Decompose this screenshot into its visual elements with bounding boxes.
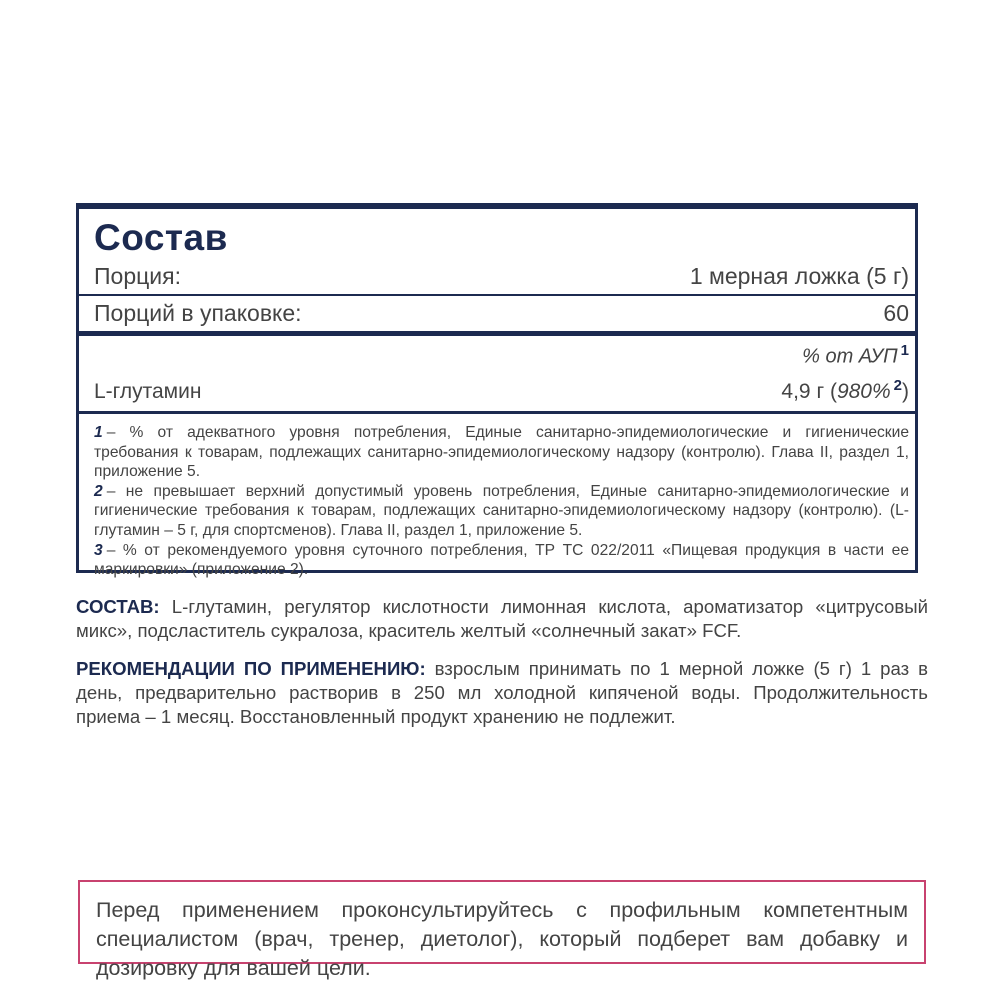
aup-header-sup: 1 bbox=[900, 342, 909, 359]
recommendations-text bbox=[76, 657, 928, 729]
footnotes bbox=[94, 423, 909, 580]
servings-label: Порций в упаковке: bbox=[94, 300, 302, 326]
serving-label: Порция: bbox=[94, 263, 181, 289]
warning-box bbox=[78, 880, 926, 980]
servings-value: 60 bbox=[883, 300, 909, 326]
recommendations-label: РЕКОМЕНДАЦИИ ПО ПРИМЕНЕНИЮ: bbox=[76, 658, 426, 679]
ingredient-amount: 4,9 г (980% $^2$) bbox=[781, 377, 909, 403]
serving-value: 1 мерная ложка (5 г) bbox=[689, 263, 909, 289]
warning-text: Перед применением проконсультируйтесь с профильным компетентным специалистом (врач, тренер, диетолог), который подберет вам добавку и дозировку для вашей цели. bbox=[96, 898, 908, 980]
ingredient-row bbox=[94, 377, 909, 404]
panel-title: Состав bbox=[94, 217, 228, 258]
composition-body: L-глутамин, регулятор кислотности лимонная кислота, ароматизатор «цитрусовый микс», подсластитель сукралоза, краситель желтый «солнечный закат» FCF. bbox=[76, 596, 928, 641]
serving-row bbox=[94, 263, 909, 290]
recommendations-body: взрослым принимать по 1 мерной ложке (5 г) 1 раз в день, предварительно растворив в 250 мл холодной кипяченой воды. Продолжительность приема – 1 месяц. Восстановленный продукт хранению не подлежит. bbox=[76, 658, 928, 727]
divider bbox=[79, 411, 915, 414]
servings-row bbox=[94, 300, 909, 327]
divider bbox=[79, 294, 915, 296]
aup-header: % от АУП $^1$ bbox=[802, 342, 909, 368]
composition-label: СОСТАВ: bbox=[76, 596, 160, 617]
ingredient-name: L-глутамин bbox=[94, 380, 202, 403]
footnote: 1 – % от адекватного уровня потребления, Единые санитарно-эпидемиологические и гигиенические требования к товарам, подлежащих санитарно-эпидемиологическому надзору (контролю). Глава II, раздел 1, приложение 5. bbox=[94, 424, 909, 481]
nutrition-panel bbox=[76, 203, 918, 579]
composition-text bbox=[76, 595, 928, 643]
thick-divider bbox=[79, 331, 915, 336]
footnote: 2 – не превышает верхний допустимый уровень потребления, Единые санитарно-эпидемиологические и гигиенические требования к товарам, подлежащих санитарно-эпидемиологическому надзору (контролю). (L-глутамин – 5 г, для спортсменов). Глава II, раздел 1, приложение 5. bbox=[94, 482, 909, 539]
footnote: 3 – % от рекомендуемого уровня суточного потребления, ТР ТС 022/2011 «Пищевая продукция в части ее маркировки» (приложение 2). bbox=[94, 541, 909, 579]
